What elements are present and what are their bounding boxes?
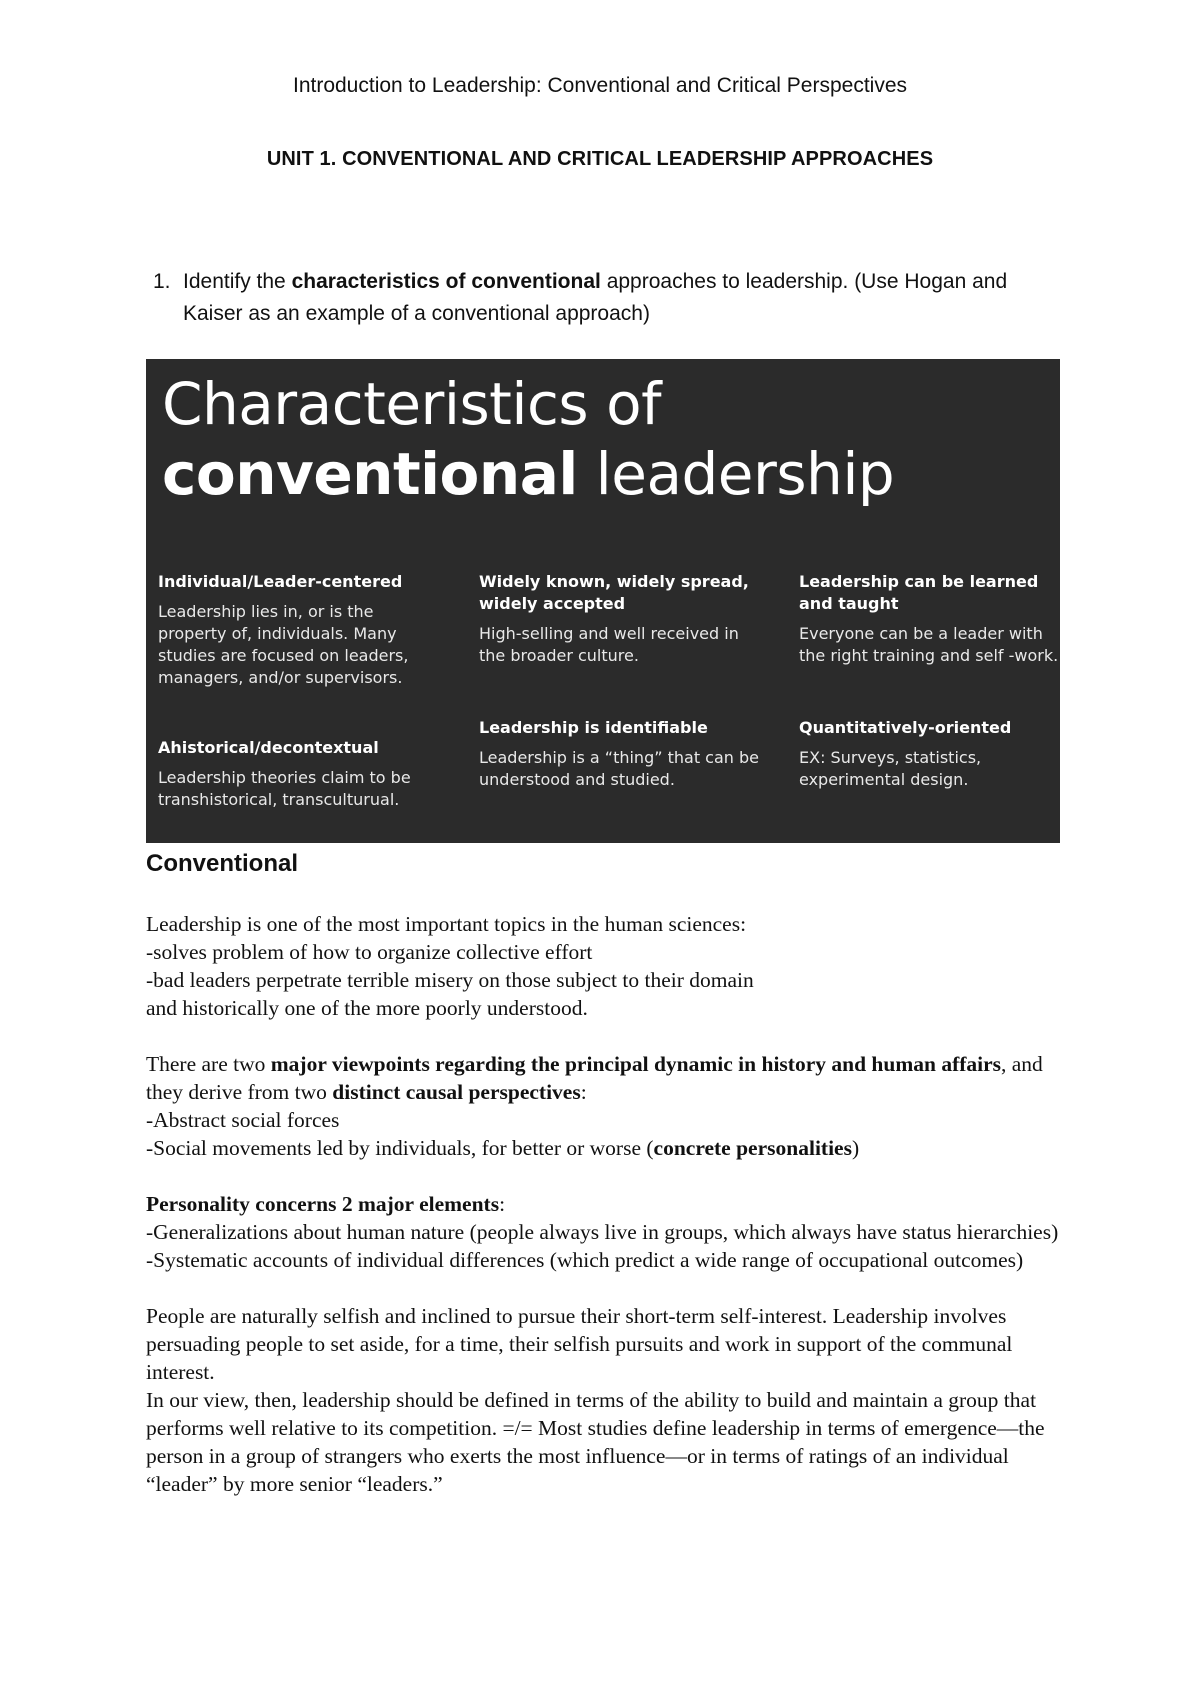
slide-item-heading: Widely known, widely spread, widely accepted (479, 572, 749, 613)
slide-item-individual (158, 571, 428, 689)
slide-title-line1: Characteristics of (162, 370, 661, 438)
slide-item-heading: Quantitatively-oriented (799, 718, 1012, 737)
text-run-bold: distinct causal perspectives (332, 1080, 581, 1104)
slide-item-quantitative (799, 717, 1059, 791)
paragraph-line (146, 1050, 1076, 1106)
text-run: : (499, 1192, 506, 1216)
slide-item-body: High-selling and well received in the broader culture. (479, 624, 739, 665)
text-run: , and they derive from two (146, 1052, 1043, 1104)
paragraph-4 (146, 1302, 1076, 1498)
paragraph-line: -bad leaders perpetrate terrible misery on those subject to their domain (146, 968, 754, 992)
question-number: 1. (153, 270, 171, 293)
question-text-bold: characteristics of conventional (291, 270, 601, 293)
slide-item-body: Leadership lies in, or is the property of, individuals. Many studies are focused on leaders, managers, and/or supervisors. (158, 602, 409, 687)
slide-item-learned (799, 571, 1059, 667)
paragraph-line (146, 1134, 1076, 1162)
question-text-a: Identify the (183, 270, 292, 293)
slide-item-widely-known (479, 571, 759, 667)
text-run: : (580, 1080, 587, 1104)
slide-title-rest: leadership (577, 440, 895, 508)
text-run: There are two (146, 1052, 271, 1076)
paragraph-line: and historically one of the more poorly understood. (146, 996, 588, 1020)
text-run: -Social movements led by individuals, for better or worse ( (146, 1136, 654, 1160)
slide-item-identifiable (479, 717, 759, 791)
question-1 (153, 266, 1043, 330)
slide-item-heading: Leadership is identifiable (479, 718, 708, 737)
slide-title (162, 369, 894, 509)
paragraph-line: In our view, then, leadership should be defined in terms of the ability to build and maintain a group that performs well relative to its competition. =/= Most studies define leadership in terms of emergence—the person in a group of strangers who exerts the most influence—or in terms of ratings of an individual “leader” by more senior “leaders.” (146, 1388, 1045, 1496)
slide-item-body: EX: Surveys, statistics, experimental design. (799, 748, 982, 789)
paragraph-2 (146, 1050, 1076, 1162)
slide-item-body: Everyone can be a leader with the right training and self -work. (799, 624, 1059, 665)
paragraph-line: Leadership is one of the most important topics in the human sciences: (146, 912, 747, 936)
question-text-b: approaches to leadership. (Use Hogan and Kaiser as an example of a conventional approach) (183, 270, 1008, 325)
slide-item-body: Leadership theories claim to be transhistorical, transculturual. (158, 768, 411, 809)
paragraph-3 (146, 1190, 1076, 1274)
text-run-bold: concrete personalities (653, 1136, 852, 1160)
paragraph-line: -Abstract social forces (146, 1108, 340, 1132)
slide-item-ahistorical (158, 737, 428, 811)
text-run: ) (851, 1136, 860, 1160)
slide-item-heading: Individual/Leader-centered (158, 572, 403, 591)
course-title: Introduction to Leadership: Conventional and Critical Perspectives (292, 74, 907, 97)
unit-title: UNIT 1. CONVENTIONAL AND CRITICAL LEADERSHIP APPROACHES (266, 148, 934, 170)
paragraph-line (146, 1190, 1076, 1218)
text-run-bold: Personality concerns 2 major elements (146, 1192, 500, 1216)
section-heading: Conventional (146, 850, 299, 877)
paragraph-line: -Generalizations about human nature (people always live in groups, which always have status hierarchies) (146, 1220, 1059, 1244)
characteristics-slide (146, 359, 1060, 843)
slide-title-bold: conventional (162, 440, 578, 508)
paragraph-line: People are naturally selfish and inclined to pursue their short-term self-interest. Leadership involves persuading people to set aside, for a time, their selfish pursuits and work in support of the communal interest. (146, 1304, 1013, 1384)
paragraph-line: -Systematic accounts of individual differences (which predict a wide range of occupational outcomes) (146, 1248, 1024, 1272)
slide-item-body: Leadership is a “thing” that can be understood and studied. (479, 748, 760, 789)
slide-item-heading: Leadership can be learned and taught (799, 572, 1039, 613)
paragraph-line: -solves problem of how to organize collective effort (146, 940, 593, 964)
slide-item-heading: Ahistorical/decontextual (158, 738, 379, 757)
text-run-bold: major viewpoints regarding the principal dynamic in history and human affairs (270, 1052, 1002, 1076)
paragraph-1 (146, 910, 1076, 1022)
body-text (146, 910, 1076, 1526)
